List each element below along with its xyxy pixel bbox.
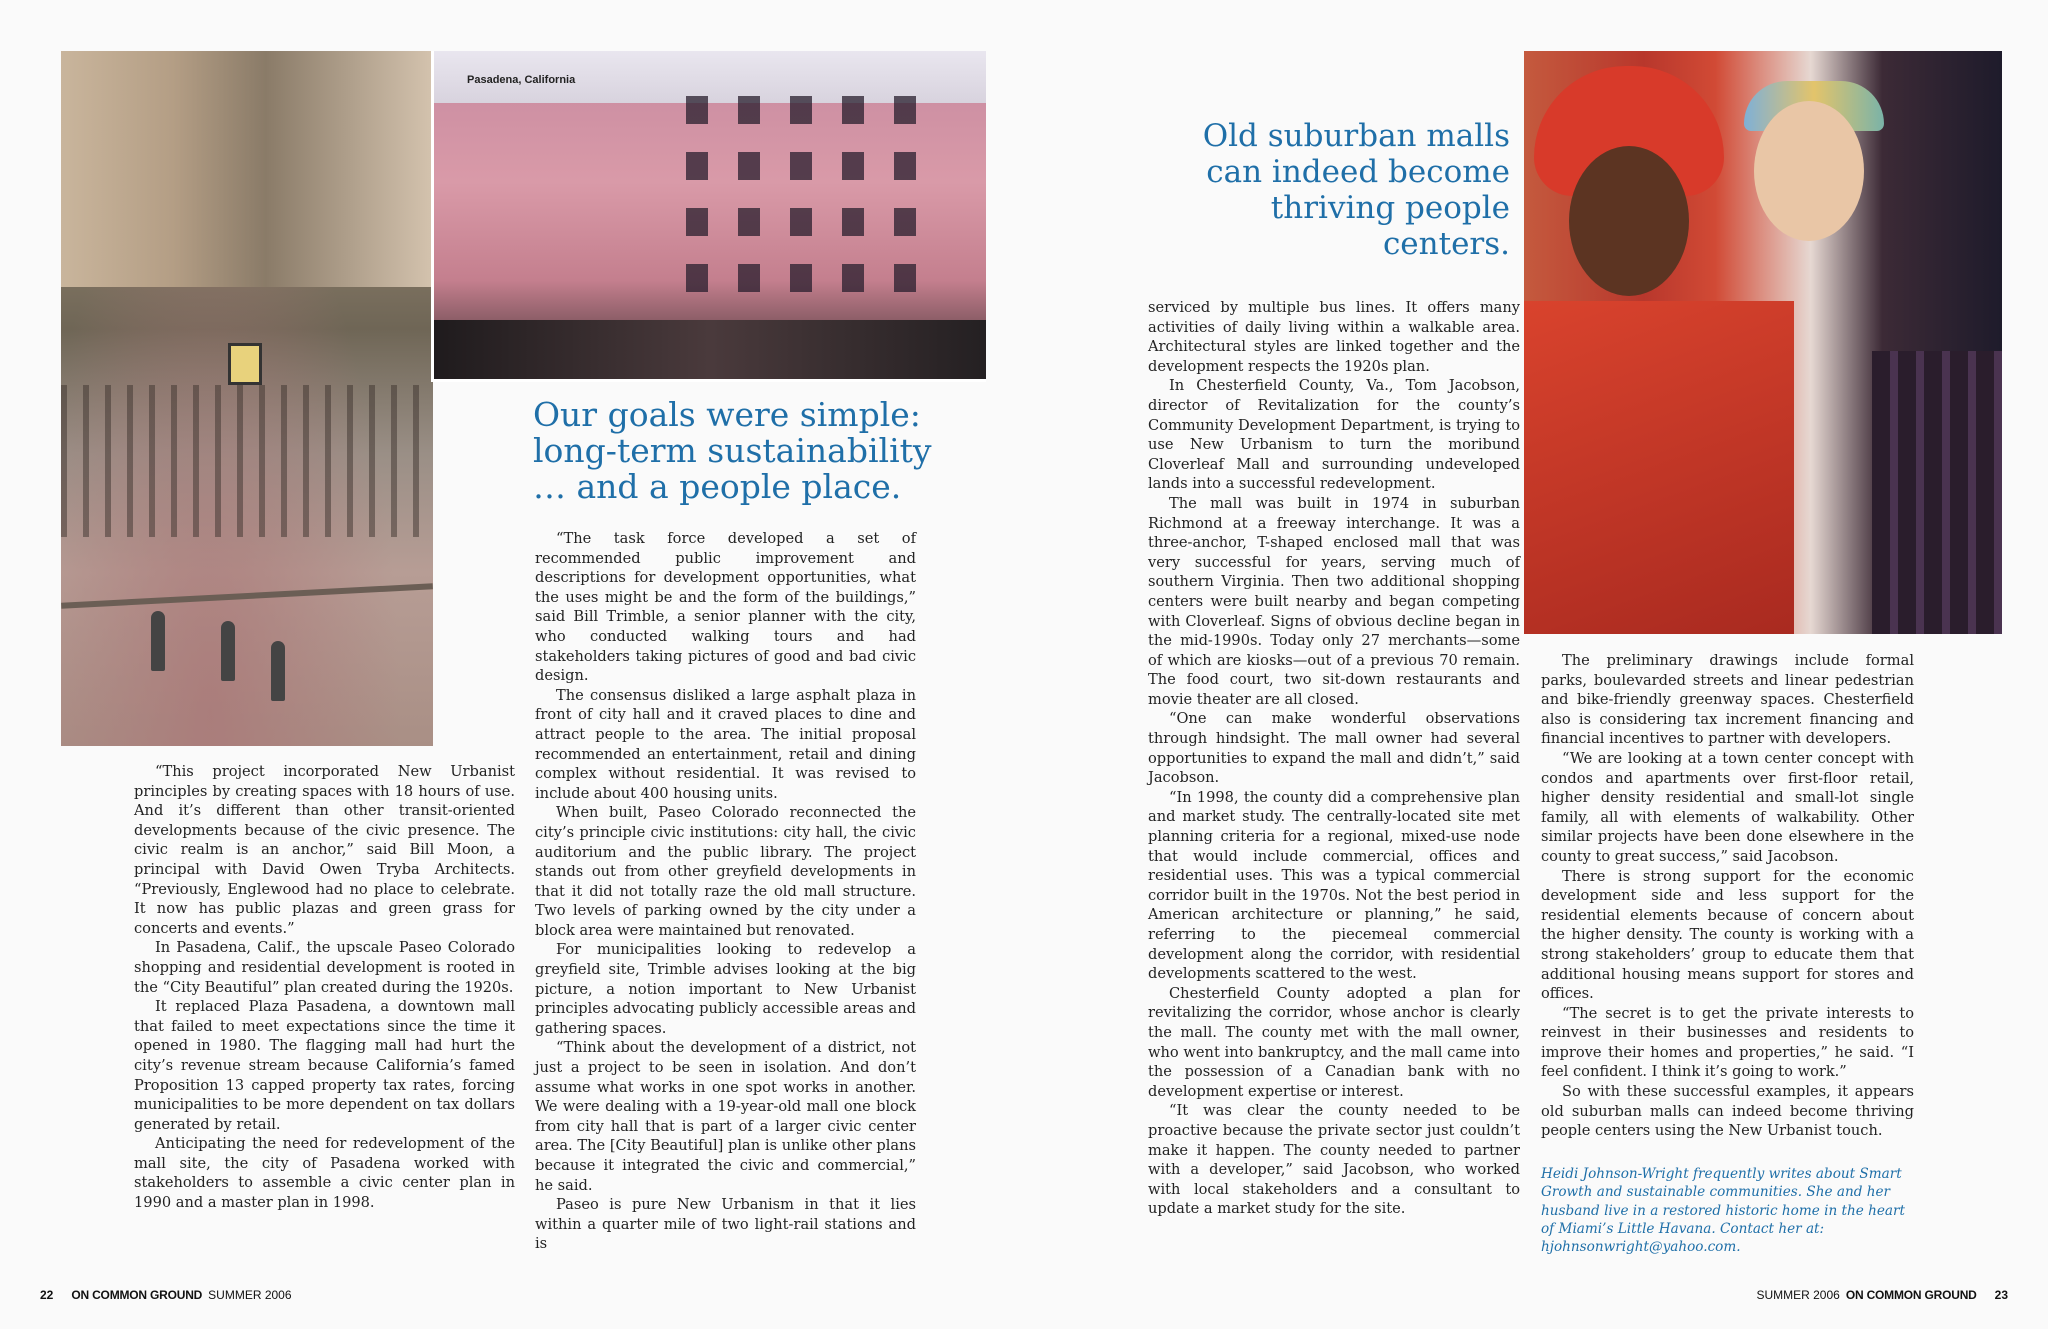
paragraph: In Pasadena, Calif., the upscale Paseo Colorado shopping and residential development is rooted in the “City Beautiful” plan created during the 1920s. — [134, 939, 515, 996]
paragraph: The preliminary drawings include formal parks, boulevarded streets and linear pedestrian and bike-friendly greenway spaces. Chesterfield also is considering tax increment financing and financial incentives to partner with developers. — [1541, 652, 1914, 748]
shopper-coat — [1524, 301, 1794, 634]
magazine-name: ON COMMON GROUND — [1845, 1288, 1977, 1302]
shopper-face — [1569, 146, 1689, 296]
article-column-1 — [134, 762, 515, 1213]
plaza-building — [61, 51, 433, 287]
page-number-left: 22 — [40, 1288, 54, 1302]
paragraph: “We are looking at a town center concept with condos and apartments over first-floor retail, higher density residential and small-lot single family, all with elements of walkability. Other similar projects have been done elsewhere in the county to great success,” said Jacobson. — [1541, 749, 1914, 865]
paragraph: There is strong support for the economic development side and less support for the residential elements because of concern about the higher density. The county is working with a strong stakeholders’ group to educate them that additional housing means support for stores and offices. — [1541, 867, 1914, 1003]
magazine-name: ON COMMON GROUND — [71, 1288, 203, 1302]
paragraph: The mall was built in 1974 in suburban Richmond at a freeway interchange. It was a three-anchor, T-shaped enclosed mall that was very successful for years, serving much of southern Virginia. Then two additional shopping centers were built nearby and began competing with Cloverleaf. Signs of obvious decline began in the mid-1990s. Today only 27 merchants—some of which are kiosks—out of a previous 70 remain. The food court, two sit-down restaurants and movie theater are all closed. — [1148, 494, 1520, 708]
pullquote-right: Old suburban malls can indeed become thriving people centers. — [1202, 118, 1510, 262]
page-number-right: 23 — [1994, 1288, 2008, 1302]
paragraph: serviced by multiple bus lines. It offers many activities of daily living within a walkable area. Architectural styles are linked together and the development respects the 1920s plan. — [1148, 299, 1520, 375]
paragraph: When built, Paseo Colorado reconnected the city’s principle civic institutions: city hall, the civic auditorium and the public library. The project stands out from other greyfield developments in that it did not totally raze the old mall structure. Two levels of parking owned by the city under a block area were maintained but renovated. — [535, 804, 916, 939]
issue-date: SUMMER 2006 — [1756, 1288, 1840, 1302]
paragraph: Anticipating the need for redevelopment of the mall site, the city of Pasadena worked with stakeholders to assemble a civic center plan in 1990 and a master plan in 1998. — [134, 1135, 515, 1212]
issue-date: SUMMER 2006 — [208, 1288, 292, 1302]
paragraph: “It was clear the county needed to be proactive because the private sector just couldn’t make it happen. The county needed to partner with a developer,” said Jacobson, who worked with local stakeholders and a consultant to update a market study for the site. — [1148, 1102, 1520, 1218]
paragraph: “In 1998, the county did a comprehensive plan and market study. The centrally-located site met planning criteria for a regional, mixed-use node that would include commercial, offices and residential uses. This was a typical commercial corridor built in the 1970s. Not the best period in American architecture or planning,” he said, referring to the piecemeal commercial development along the corridor, with residential developments scattered to the west. — [1148, 788, 1520, 983]
paragraph: “This project incorporated New Urbanist principles by creating spaces with 18 hours of use. And it’s different than other transit-oriented developments because of the civic presence. The civic realm is an anchor,” said Bill Moon, a principal with David Owen Tryba Architects. “Previously, Englewood had no place to celebrate. It now has public plazas and green grass for concerts and events.” — [134, 763, 515, 937]
paragraph: “The task force developed a set of recommended public improvement and descriptions for development opportunities, what the uses might be and the form of the buildings,” said Bill Trimble, a senior planner with the city, who conducted walking tours and had stakeholders taking pictures of good and bad civic design. — [535, 530, 916, 685]
paragraph: Chesterfield County adopted a plan for revitalizing the corridor, whose anchor is clearly the mall. The county met with the mall owner, who went into bankruptcy, and the mall came into the possession of a Canadian bank with no development expertise or interest. — [1148, 984, 1520, 1100]
paragraph: “The secret is to get the private interests to reinvest in their businesses and residents to improve their homes and properties,” he said. “I feel confident. I think it’s going to work.” — [1541, 1004, 1914, 1081]
building-windows — [686, 96, 946, 306]
pullquote-left: Our goals were simple: long-term sustainability … and a people place. — [533, 395, 932, 506]
paragraph: “One can make wonderful observations through hindsight. The mall owner had several opportunities to expand the mall and didn’t,” said Jacobson. — [1148, 710, 1520, 787]
author-bio — [1541, 1165, 1914, 1257]
article-column-2 — [535, 529, 916, 1254]
paragraph: “Think about the development of a district, not just a project to be seen in isolation. And don’t assume what works in one spot works in another. We were dealing with a 19-year-old mall one block from city hall that is part of a larger civic center area. The [City Beautiful] plan is unlike other plans because it integrated the civic and commercial,” he said. — [535, 1039, 916, 1194]
article-column-3 — [1148, 298, 1520, 1219]
clothing-rack — [1872, 351, 2002, 634]
paragraph: Paseo is pure New Urbanism in that it lies within a quarter mile of two light-rail stations and is — [535, 1196, 916, 1253]
footer-left — [40, 1288, 292, 1302]
person-figure — [221, 621, 235, 681]
paragraph: It replaced Plaza Pasadena, a downtown mall that failed to meet expectations since the time it opened in 1980. The flagging mall had hurt the city’s revenue stream because California’s famed Proposition 13 capped property tax rates, forcing municipalities to be more dependent on tax dollars generated by retail. — [134, 998, 515, 1133]
author-bio-text: Heidi Johnson-Wright frequently writes about Smart Growth and sustainable communities. She and her husband live in a restored historic home in the heart of Miami’s Little Havana. Contact her at: hjohnsonwright@yahoo.com. — [1541, 1165, 1905, 1256]
person-figure — [151, 611, 165, 671]
paragraph: So with these successful examples, it appears old suburban malls can indeed become thriving people centers using the New Urbanist touch. — [1541, 1083, 1914, 1140]
person-figure — [271, 641, 285, 701]
plaza-railing — [61, 583, 433, 608]
footer-right — [1756, 1288, 2008, 1302]
photo-caption: Pasadena, California — [467, 74, 576, 86]
paragraph: In Chesterfield County, Va., Tom Jacobson, director of Revitalization for the county’s Community Development Department, is trying to use New Urbanism to turn the moribund Cloverleaf Mall and surrounding undeveloped lands into a successful redevelopment. — [1148, 377, 1520, 493]
lamp-icon — [228, 343, 262, 385]
plaza-crowd — [61, 385, 433, 538]
paragraph: The consensus disliked a large asphalt plaza in front of city hall and it craved places to dine and attract people to the area. The initial proposal recommended an entertainment, retail and dining complex without residential. It was revised to include about 400 housing units. — [535, 686, 916, 802]
building-photo — [431, 51, 986, 382]
article-column-4 — [1541, 651, 1914, 1257]
shopper-face — [1754, 101, 1864, 241]
building-street — [434, 320, 986, 379]
plaza-photo — [61, 51, 433, 746]
paragraph: For municipalities looking to redevelop a greyfield site, Trimble advises looking at the big picture, a notion important to New Urbanist principles advocating publicly accessible areas and gathering spaces. — [535, 941, 916, 1037]
shoppers-photo — [1524, 51, 2002, 634]
